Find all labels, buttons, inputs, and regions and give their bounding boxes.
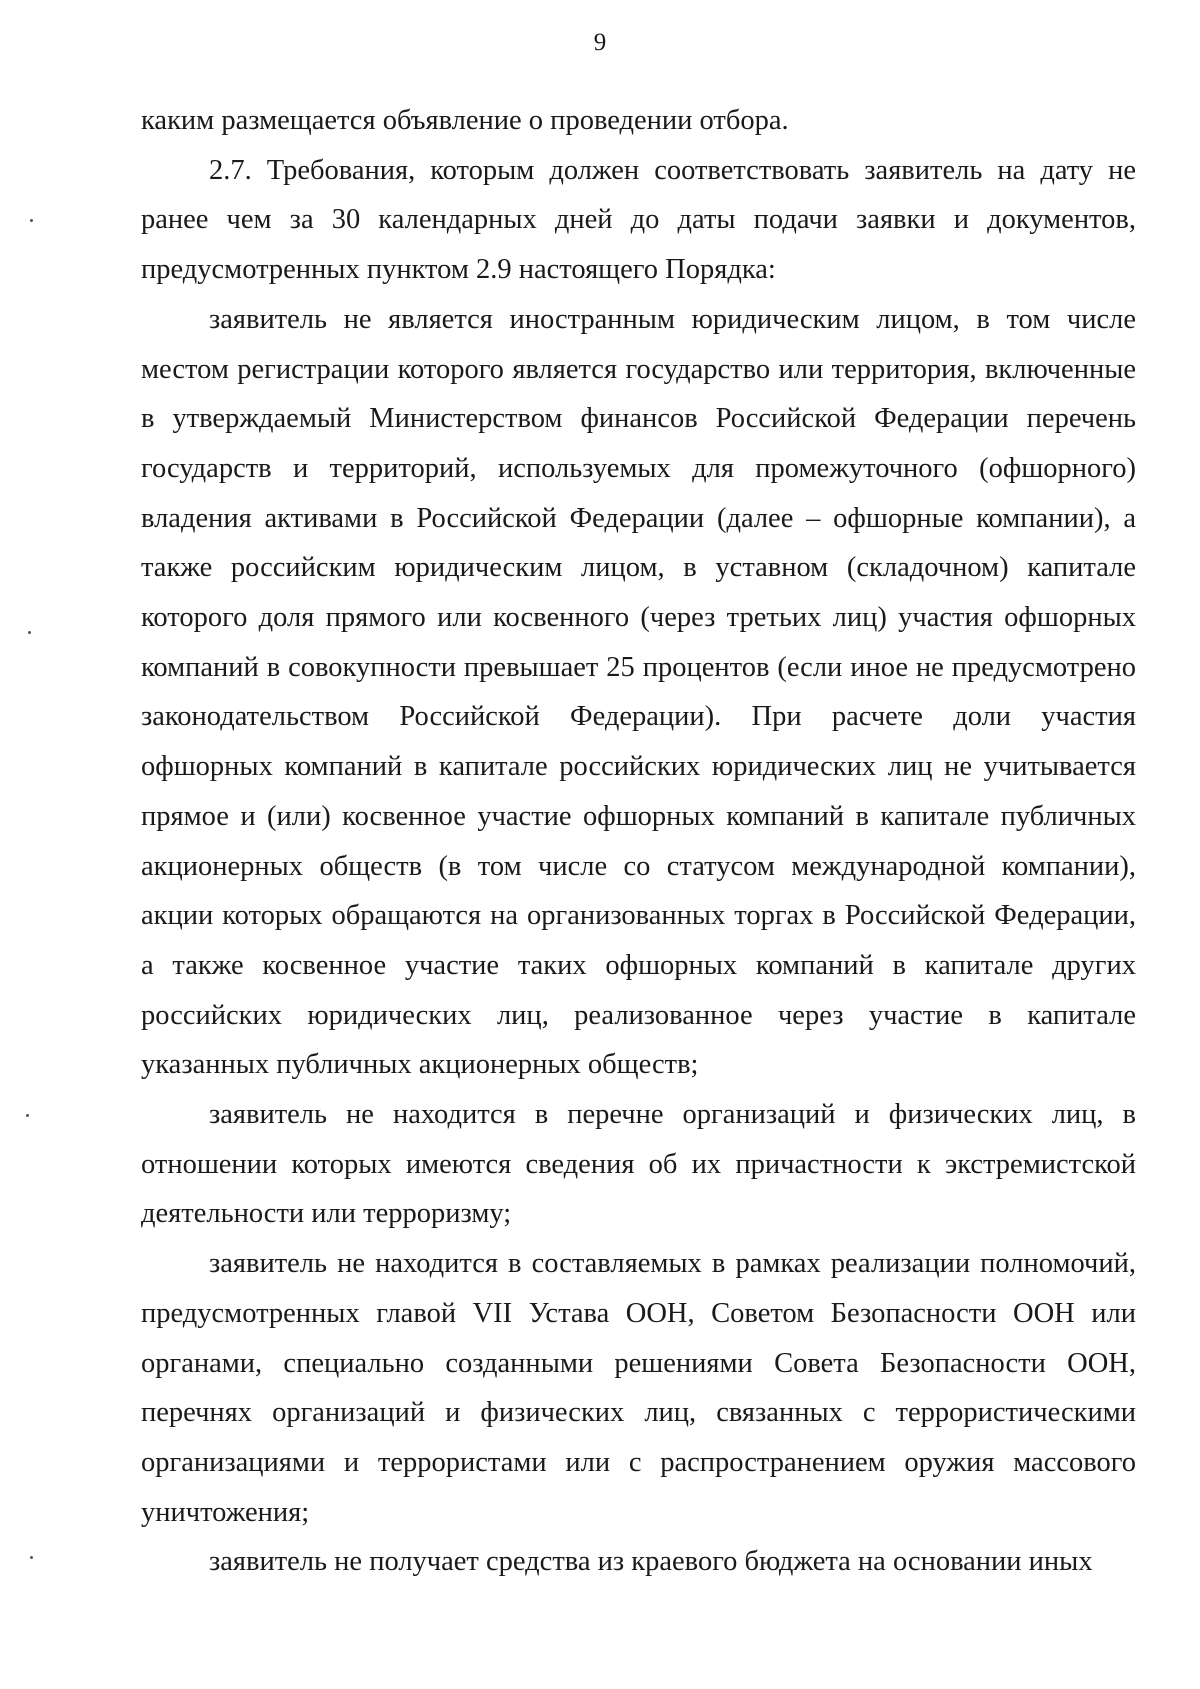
page-number: 9: [593, 29, 607, 56]
paragraph-requirements-2-7: 2.7. Требования, которым должен соответствовать заявитель на дату не ранее чем за 30 календарных дней до даты подачи заявки и документов, предусмотренных пунктом 2.9 настоящего Порядка:: [141, 154, 1136, 286]
paragraph-budget-funds-requirement: заявитель не получает средства из краевого бюджета на основании иных: [209, 1546, 1093, 1578]
paragraph-un-lists-requirement: заявитель не находится в составляемых в рамках реализации полномочий, предусмотренных главой VII Устава ООН, Советом Безопасности ООН или органами, специально созданными решениями Совета Безопасности ООН, перечнях организаций и физических лиц, связанных с террористическими организациями и террористами или с распространением оружия массового уничтожения;: [141, 1248, 1136, 1528]
scan-speck: [30, 219, 33, 222]
paragraph-extremism-requirement: заявитель не находится в перечне организаций и физических лиц, в отношении которых имеются сведения об их причастности к экстремистской деятельности или терроризму;: [141, 1099, 1136, 1230]
scan-speck: [26, 1114, 29, 1117]
paragraph-offshore-requirement: заявитель не является иностранным юридическим лицом, в том числе местом регистрации которого является государство или территория, включенные в утверждаемый Министерством финансов Российской Федерации перечень государств и территорий, используемых для промежуточного (офшорного) владения активами в Российской Федерации (далее – офшорные компании), а также российским юридическим лицом, в уставном (складочном) капитале которого доля прямого или косвенного (через третьих лиц) участия офшорных компаний в совокупности превышает 25 процентов (если иное не предусмотрено законодательством Российской Федерации). При расчете доли участия офшорных компаний в капитале российских юридических лиц не учитывается прямое и (или) косвенное участие офшорных компаний в капитале публичных акционерных обществ (в том числе со статусом международной компании), акции которых обращаются на организованных торгах в Российской Федерации, а также косвенное участие таких офшорных компаний в капитале других российских юридических лиц, реализованное через участие в капитале указанных публичных акционерных обществ;: [141, 303, 1136, 1081]
document-body: [141, 96, 1136, 1587]
scan-speck: [28, 631, 31, 634]
paragraph-continuation: каким размещается объявление о проведении отбора.: [141, 105, 789, 136]
scan-speck: [30, 1556, 33, 1559]
